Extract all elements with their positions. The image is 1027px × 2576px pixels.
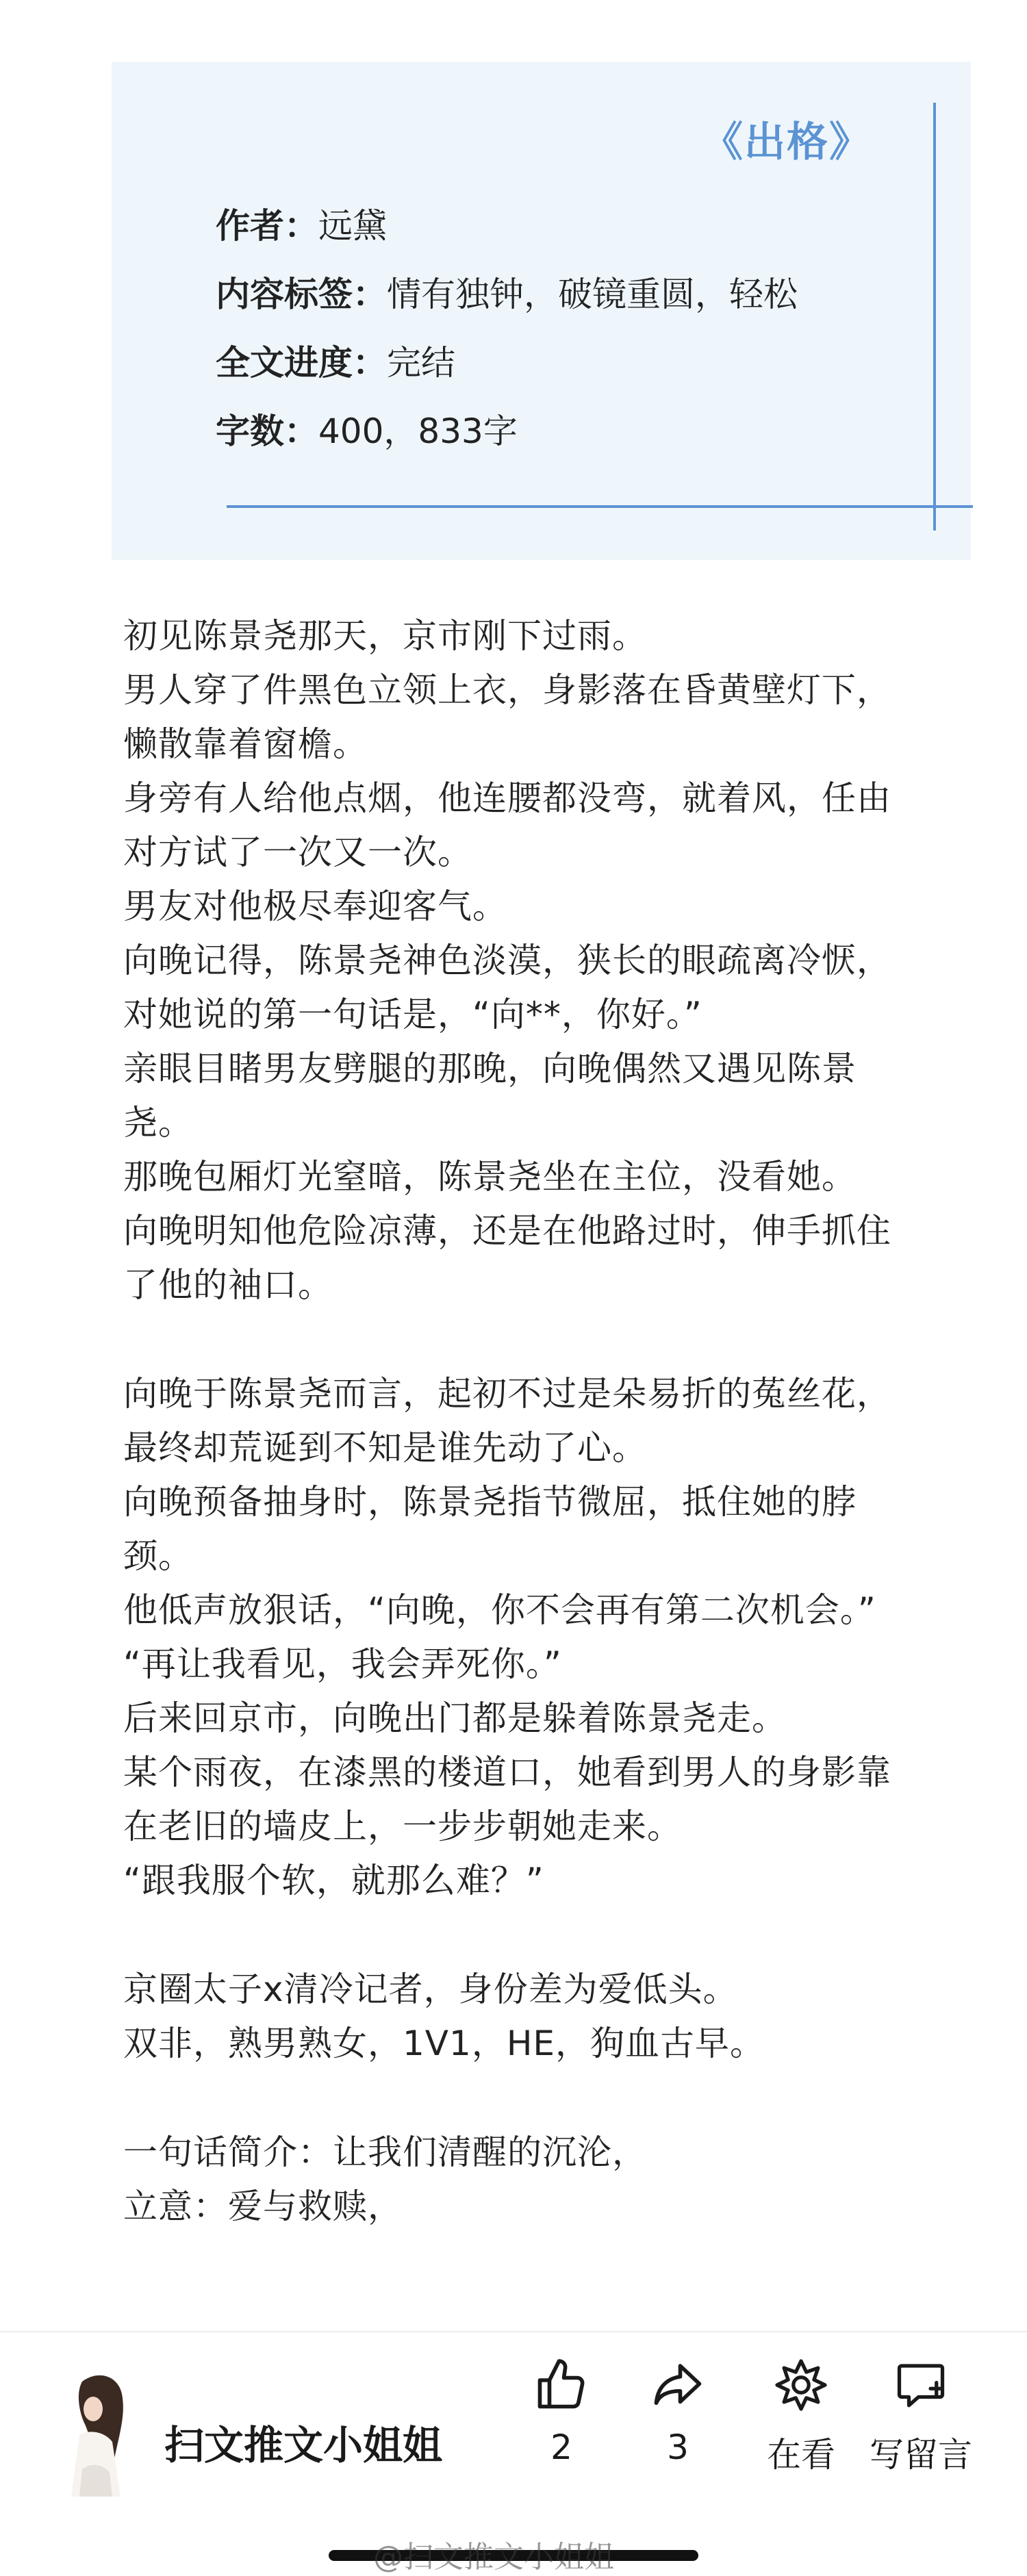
- paragraph-spacer: [123, 1312, 924, 1367]
- tags-label: 内容标签：: [216, 275, 387, 314]
- paragraph: 向晚记得，陈景尧神色淡漠，狭长的眼疏离冷恹，对她说的第一句话是，“向**，你好。”: [123, 941, 891, 1034]
- paragraph: “再让我看见，我会弄死你。”: [123, 1644, 562, 1684]
- paragraph: 向晚明知他危险凉薄，还是在他路过时，伸手抓住了他的袖口。: [123, 1211, 891, 1305]
- book-info-card: [112, 62, 971, 560]
- card-decor-horizontal-line: [227, 505, 973, 508]
- progress-row: [216, 342, 455, 383]
- progress-value: 完结: [387, 343, 455, 383]
- paragraph: 某个雨夜，在漆黑的楼道口，她看到男人的身影靠在老旧的墙皮上，一步步朝她走来。: [123, 1752, 891, 1846]
- word-count-label: 字数：: [216, 411, 318, 451]
- like-button[interactable]: [500, 2356, 623, 2467]
- tags-value: 情有独钟，破镜重圆，轻松: [387, 275, 798, 314]
- paragraph: “跟我服个软，就那么难？”: [123, 1861, 544, 1900]
- account-avatar[interactable]: [55, 2367, 137, 2503]
- comment-label: 写留言: [870, 2435, 972, 2475]
- comment-plus-icon: [892, 2356, 950, 2414]
- author-value: 远黛: [318, 206, 387, 246]
- share-arrow-icon: [649, 2356, 707, 2414]
- paragraph: 向晚于陈景尧而言，起初不过是朵易折的菟丝花，最终却荒诞到不知是谁先动了心。: [123, 1374, 891, 1468]
- paragraph: 双非，熟男熟女，1V1，HE，狗血古早。: [123, 2024, 765, 2063]
- progress-label: 全文进度：: [216, 343, 387, 383]
- paragraph: 京圈太子x清冷记者，身份差为爱低头。: [123, 1969, 738, 2009]
- word-count-value: 400，833字: [318, 411, 518, 451]
- paragraph: 男友对他极尽奉迎客气。: [123, 887, 507, 926]
- like-count: 2: [550, 2427, 572, 2467]
- paragraph: 立意：爱与救赎，: [123, 2186, 403, 2226]
- share-button[interactable]: [616, 2356, 739, 2467]
- paragraph: 后来回京市，向晚出门都是躲着陈景尧走。: [123, 1698, 787, 1738]
- paragraph-spacer: [123, 2071, 924, 2126]
- thumbs-up-icon: [533, 2356, 590, 2414]
- word-count-row: [216, 411, 518, 452]
- paragraph: 初见陈景尧那天，京市刚下过雨。: [123, 616, 647, 656]
- paragraph: 他低声放狠话，“向晚，你不会再有第二次机会。”: [123, 1590, 876, 1630]
- wow-button[interactable]: [739, 2356, 863, 2477]
- paragraph: 向晚预备抽身时，陈景尧指节微屈，抵住她的脖颈。: [123, 1482, 857, 1576]
- flower-icon: [772, 2356, 830, 2414]
- comment-button[interactable]: [859, 2356, 982, 2477]
- author-row: [216, 205, 387, 246]
- book-title: 《出格》: [702, 118, 872, 166]
- paragraph: 男人穿了件黑色立领上衣，身影落在昏黄壁灯下，懒散靠着窗檐。: [123, 670, 891, 764]
- bottom-action-bar: [0, 2331, 1027, 2575]
- card-decor-vertical-line: [933, 103, 936, 531]
- share-count: 3: [667, 2427, 689, 2467]
- article-body: [123, 609, 924, 2234]
- paragraph: 身旁有人给他点烟，他连腰都没弯，就着风，任由对方试了一次又一次。: [123, 778, 891, 872]
- account-name[interactable]: 扫文推文小姐姐: [164, 2422, 443, 2469]
- paragraph: 一句话简介：让我们清醒的沉沦，: [123, 2132, 647, 2172]
- wow-label: 在看: [767, 2435, 835, 2475]
- paragraph: 那晚包厢灯光窒暗，陈景尧坐在主位，没看她。: [123, 1157, 857, 1197]
- paragraph: 亲眼目睹男友劈腿的那晚，向晚偶然又遇见陈景尧。: [123, 1049, 857, 1143]
- author-label: 作者：: [216, 206, 318, 246]
- paragraph-spacer: [123, 1908, 924, 1963]
- watermark: @扫文推文小姐姐: [373, 2540, 614, 2575]
- tags-row: [216, 274, 798, 315]
